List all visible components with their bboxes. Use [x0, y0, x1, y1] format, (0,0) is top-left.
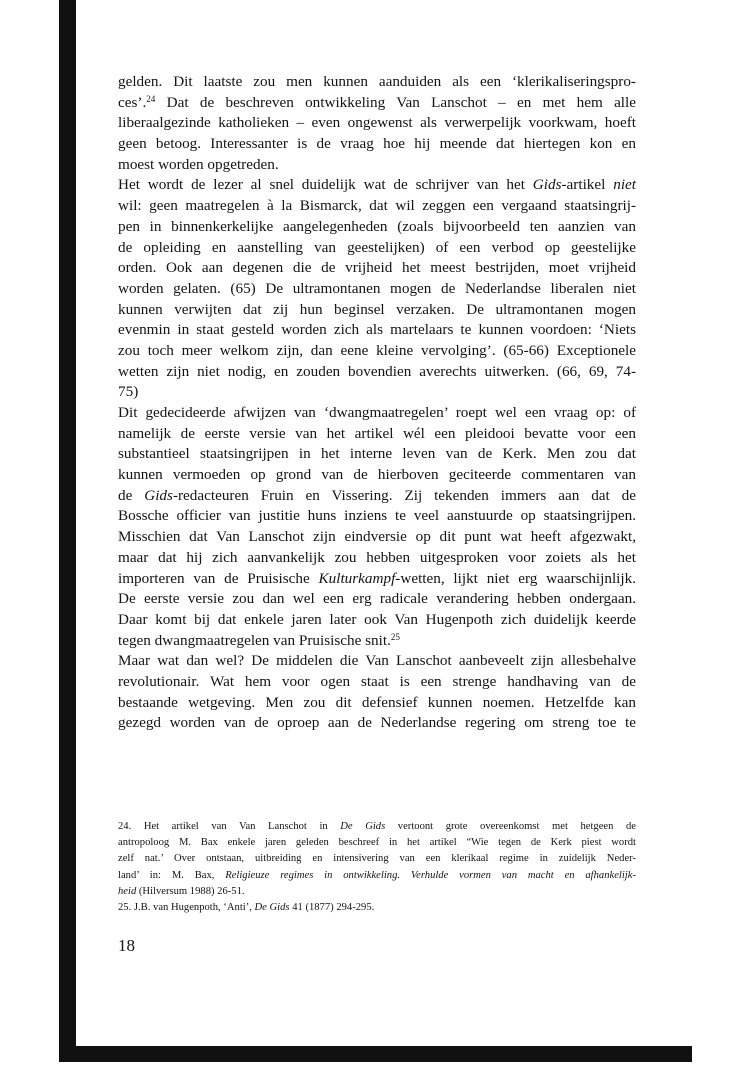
body-line: gezegd worden van de oproep aan de Nederlandse regering om streng toe te	[118, 714, 636, 732]
body-line: de opleiding en aanstelling van geestelijken) of een verbod op geestelijke	[118, 238, 636, 256]
body-line: geen betoog. Interessanter is de vraag hoe hij meende dat hiertegen kon en	[118, 135, 636, 153]
footnote-line: 25. J.B. van Hugenpoth, ‘Anti’, De Gids 41 (1877) 294-295.	[118, 901, 375, 913]
footnote-line: heid (Hilversum 1988) 26-51.	[118, 885, 245, 897]
body-line: bestaande wetgeving. Men zou dit defensief kunnen noemen. Hetzelfde kan	[118, 693, 636, 711]
body-line: Het wordt de lezer al snel duidelijk wat de schrijver van het Gids-artikel niet	[118, 176, 636, 194]
body-line: gelden. Dit laatste zou men kunnen aanduiden als een ‘klerikaliseringspro-	[118, 73, 636, 90]
scan-left-border	[59, 0, 76, 1062]
page-number: 18	[118, 936, 135, 955]
body-line: substantieel staatsingrijpen in het interne leven van de Kerk. Men zou dat	[118, 445, 636, 463]
footnote-line: land’ in: M. Bax, Religieuze regimes in ontwikkeling. Verhulde vormen van macht en afhankelijk-	[118, 869, 636, 881]
body-line: pen in binnenkerkelijke aangelegenheden (zoals bijvoorbeeld ten aanzien van	[118, 217, 636, 235]
body-line: importeren van de Pruisische Kulturkampf-wetten, lijkt niet erg waarschijnlijk.	[118, 569, 636, 587]
body-line: moest worden opgetreden.	[118, 155, 279, 173]
body-line: orden. Ook aan degenen die de vrijheid het meest bestrijden, moet vrijheid	[118, 259, 636, 277]
body-line: Daar komt bij dat enkele jaren later ook Van Hugenpoth zich duidelijk keerde	[118, 610, 636, 628]
body-line: ces’.$^{24}$ Dat de beschreven ontwikkeling Van Lanschot – en met hem alle	[118, 93, 636, 111]
footnote-line: antropoloog M. Bax enkele jaren geleden beschreef in het artikel “Wie tegen de Kerk piest wordt	[118, 837, 636, 849]
body-line: Dit gedecideerde afwijzen van ‘dwangmaatregelen’ roept wel een vraag op: of	[118, 404, 636, 421]
body-line: Maar wat dan wel? De middelen die Van Lanschot aanbeveelt zijn allesbehalve	[118, 652, 636, 670]
body-line: worden gelaten. (65) De ultramontanen mogen de Nederlandse liberalen niet	[118, 279, 636, 297]
body-line: kunnen verwijten dat zij hun beginsel verzaken. De ultramontanen mogen	[118, 300, 636, 318]
body-line: De eerste versie zou dan wel een erg radicale verandering hebben ondergaan.	[118, 590, 636, 608]
body-line: zou toch meer welkom zijn, dan eene kleine vervolging’. (65-66) Exceptionele	[118, 341, 636, 359]
footnote-line: zelf nat.’ Over ontstaan, uitbreiding en intensivering van een klerikaal regime in zuidelijk Neder-	[118, 853, 636, 865]
body-text	[118, 72, 636, 734]
body-line: 75)	[118, 383, 139, 401]
body-line: maar dat hij zich aanvankelijk zou hebben uitgesproken voor zoiets als het	[118, 548, 636, 566]
scan-bottom-border	[59, 1046, 692, 1062]
body-line: Bossche officier van justitie huns inziens te veel aanstuurde op staatsingrijpen.	[118, 507, 636, 525]
body-line: namelijk de eerste versie van het artikel wél een pleidooi bevatte voor een	[118, 424, 636, 442]
body-line: liberaalgezinde katholieken – even ongewenst als verwerpelijk voorkwam, hoeft	[118, 114, 636, 132]
body-line: revolutionair. Wat hem voor ogen staat is een strenge handhaving van de	[118, 672, 636, 690]
body-line: wetten zijn niet nodig, en zouden bovendien averechts uitwerken. (66, 69, 74-	[118, 362, 636, 380]
body-line: wil: geen maatregelen à la Bismarck, dat wil zeggen een vergaand staatsingrij-	[118, 197, 636, 215]
body-line: de Gids-redacteuren Fruin en Vissering. Zij tekenden immers aan dat de	[118, 486, 636, 504]
body-line: evenmin in staat gesteld worden zich als martelaars te kunnen voordoen: ‘Niets	[118, 321, 636, 339]
body-line: Misschien dat Van Lanschot zijn eindversie op dit punt wat heeft afgezwakt,	[118, 528, 636, 546]
footnotes	[118, 819, 636, 916]
body-line: tegen dwangmaatregelen van Pruisische snit.$^{25}$	[118, 631, 400, 649]
footnote-line: 24. Het artikel van Van Lanschot in De Gids vertoont grote overeenkomst met hetgeen de	[118, 821, 637, 832]
body-line: kunnen vermoeden op grond van de hierboven geciteerde commentaren van	[118, 466, 636, 484]
